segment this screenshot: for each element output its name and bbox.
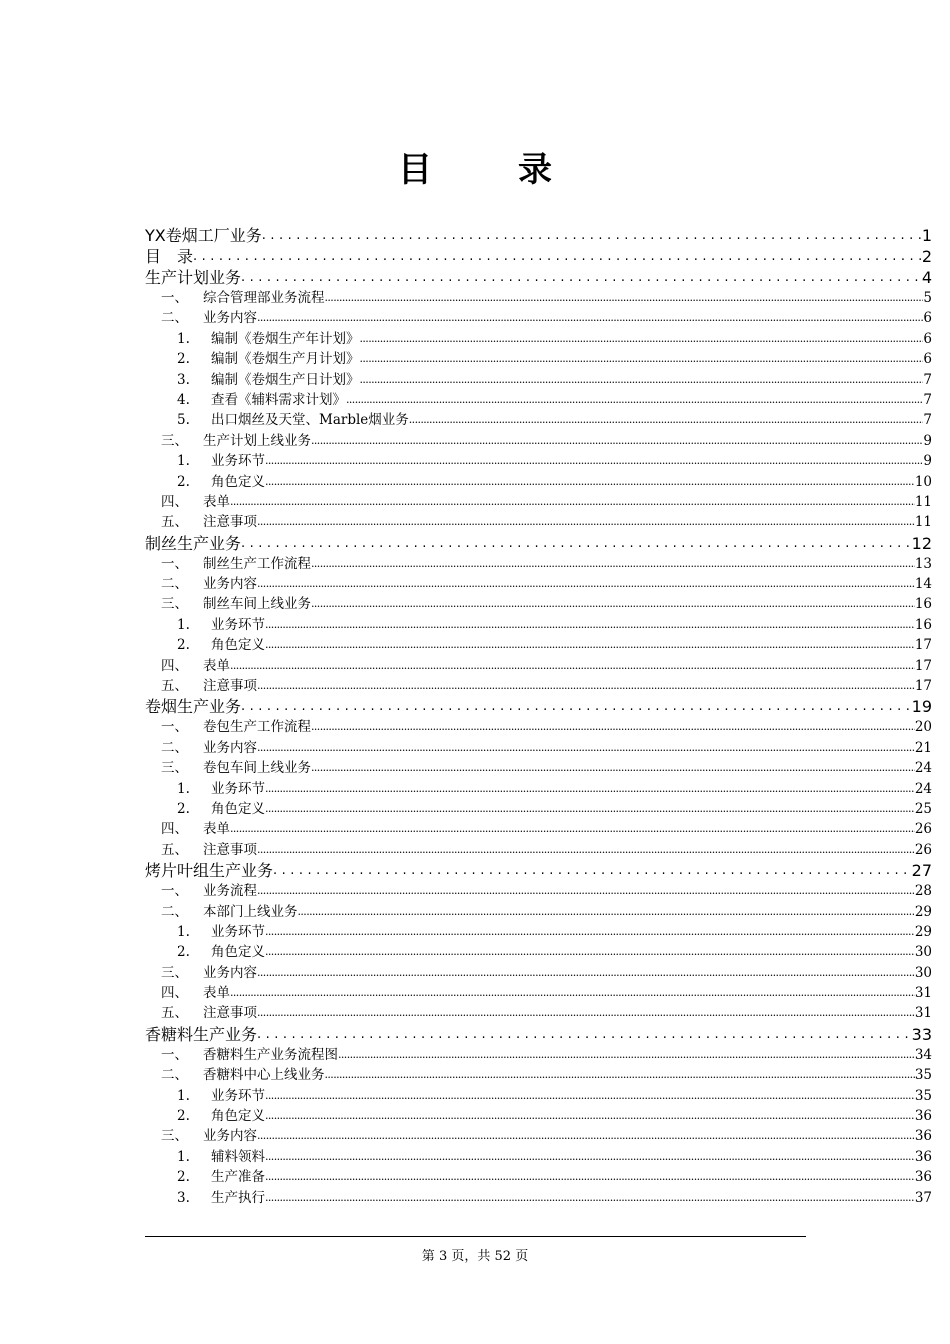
toc-entry-page-number: 7 (923, 412, 932, 429)
toc-entry-title: 卷烟生产业务 (145, 697, 242, 717)
toc-entry-title: 角色定义 (211, 944, 265, 961)
toc-dot-leader (257, 574, 915, 594)
toc-entry-page-number: 35 (914, 1067, 932, 1084)
toc-entry-page-number: 9 (923, 453, 932, 470)
toc-entry-number: 4. (177, 391, 190, 408)
toc-entry-title: 出口烟丝及天堂、Marble烟业务 (211, 412, 409, 429)
toc-entry-title: 业务内容 (203, 310, 257, 327)
toc-entry-title: 卷包车间上线业务 (203, 760, 311, 777)
toc-entry-number: 四、 (161, 657, 188, 674)
toc-entry-number: 2. (177, 1108, 190, 1125)
toc-entry-title: 注意事项 (203, 514, 257, 531)
toc-entry-level-2[interactable] (145, 308, 932, 328)
toc-dot-leader (241, 533, 912, 554)
toc-dot-leader (265, 1147, 915, 1167)
toc-entry-page-number: 12 (911, 533, 932, 553)
toc-entry-page-number: 6 (923, 310, 932, 327)
toc-entry-title: 编制《卷烟生产日计划》 (211, 371, 360, 388)
toc-entry-level-3[interactable] (145, 1167, 932, 1187)
toc-dot-leader (257, 840, 915, 860)
toc-entry-level-3[interactable] (145, 615, 932, 635)
toc-entry-title: 角色定义 (211, 637, 265, 654)
toc-dot-leader (265, 635, 915, 655)
toc-entry-number: 5. (177, 412, 190, 429)
toc-entry-number: 三、 (161, 964, 188, 981)
toc-dot-leader (265, 472, 915, 492)
toc-entry-page-number: 1 (921, 226, 932, 245)
toc-entry-level-2[interactable] (145, 1045, 932, 1065)
toc-entry-number: 二、 (161, 576, 188, 593)
toc-entry-page-number: 24 (914, 780, 932, 797)
toc-entry-title: 制丝生产工作流程 (203, 555, 311, 572)
toc-entry-page-number: 20 (914, 719, 932, 736)
toc-dot-leader (230, 656, 915, 676)
toc-dot-leader (360, 349, 924, 369)
toc-entry-number: 一、 (161, 289, 188, 306)
toc-entry-title: 生产计划上线业务 (203, 432, 311, 449)
toc-entry-title: 业务环节 (211, 780, 265, 797)
toc-entry-number: 四、 (161, 821, 188, 838)
toc-entry-title: 注意事项 (203, 841, 257, 858)
toc-entry-title: 辅料领料 (211, 1148, 265, 1165)
toc-entry-number: 1. (177, 780, 190, 797)
toc-entry-title: 生产计划业务 (145, 268, 242, 287)
toc-entry-level-1[interactable] (145, 225, 932, 246)
toc-dot-leader (273, 860, 912, 881)
toc-entry-page-number: 28 (914, 883, 932, 900)
toc-entry-number: 五、 (161, 678, 188, 695)
toc-entry-title: 角色定义 (211, 1108, 265, 1125)
footer-suffix: 页 (515, 1249, 529, 1264)
toc-entry-level-3[interactable] (145, 1086, 932, 1106)
toc-entry-title: 业务流程 (203, 883, 257, 900)
toc-dot-leader (265, 1167, 915, 1187)
toc-dot-leader (257, 1003, 915, 1023)
toc-entry-level-2[interactable] (145, 1065, 932, 1085)
toc-entry-page-number: 33 (911, 1024, 932, 1044)
toc-dot-leader (257, 1024, 912, 1045)
toc-entry-title: 烤片叶组生产业务 (145, 861, 274, 881)
toc-entry-title: 业务环节 (211, 1087, 265, 1104)
toc-entry-title: 表单 (203, 821, 230, 838)
toc-dot-leader (265, 1106, 915, 1126)
toc-entry-level-2[interactable] (145, 1004, 932, 1024)
toc-entry-level-1[interactable] (145, 860, 932, 881)
toc-dot-leader (311, 554, 915, 574)
toc-entry-number: 五、 (161, 841, 188, 858)
toc-entry-title: YX卷烟工厂业务 (145, 226, 262, 245)
toc-entry-page-number: 13 (914, 555, 932, 572)
toc-entry-page-number: 30 (914, 964, 932, 981)
toc-entry-page-number: 29 (914, 903, 932, 920)
toc-entry-page-number: 35 (914, 1087, 932, 1104)
toc-entry-page-number: 36 (914, 1128, 932, 1145)
toc-dot-leader (265, 1188, 915, 1208)
toc-entry-number: 2. (177, 351, 190, 368)
toc-entry-title: 香糖料生产业务流程图 (203, 1046, 338, 1063)
toc-entry-page-number: 36 (914, 1108, 932, 1125)
toc-entry-page-number: 16 (914, 596, 932, 613)
toc-entry-title: 生产准备 (211, 1169, 265, 1186)
toc-dot-leader (257, 881, 915, 901)
toc-dot-leader (257, 963, 915, 983)
toc-entry-page-number: 5 (923, 289, 932, 306)
toc-entry-level-3[interactable] (145, 799, 932, 819)
toc-entry-page-number: 2 (921, 247, 932, 266)
table-of-contents (145, 225, 932, 1208)
toc-entry-number: 一、 (161, 1046, 188, 1063)
toc-dot-leader (230, 983, 915, 1003)
toc-entry-page-number: 19 (911, 697, 932, 717)
toc-entry-level-2[interactable] (145, 983, 932, 1003)
toc-entry-page-number: 17 (914, 637, 932, 654)
toc-dot-leader (265, 779, 915, 799)
toc-entry-level-2[interactable] (145, 902, 932, 922)
toc-entry-number: 3. (177, 1189, 190, 1206)
toc-entry-page-number: 17 (914, 678, 932, 695)
toc-entry-number: 三、 (161, 1128, 188, 1145)
toc-entry-level-1[interactable] (145, 1024, 932, 1045)
toc-entry-level-1[interactable] (145, 533, 932, 554)
toc-entry-level-2[interactable] (145, 512, 932, 532)
toc-entry-level-2[interactable] (145, 738, 932, 758)
toc-entry-page-number: 36 (914, 1169, 932, 1186)
toc-entry-page-number: 6 (923, 330, 932, 347)
toc-dot-leader (193, 246, 922, 267)
toc-entry-page-number: 31 (914, 985, 932, 1002)
toc-dot-leader (325, 288, 924, 308)
toc-entry-page-number: 7 (923, 391, 932, 408)
toc-entry-level-2[interactable] (145, 288, 932, 308)
toc-entry-number: 1. (177, 330, 190, 347)
toc-dot-leader (338, 1045, 915, 1065)
toc-entry-title: 表单 (203, 657, 230, 674)
toc-entry-level-3[interactable] (145, 349, 932, 369)
toc-dot-leader (360, 329, 924, 349)
toc-entry-number: 三、 (161, 596, 188, 613)
toc-entry-number: 1. (177, 923, 190, 940)
toc-entry-page-number: 27 (911, 861, 932, 881)
toc-entry-title: 生产执行 (211, 1189, 265, 1206)
toc-entry-title: 编制《卷烟生产月计划》 (211, 351, 360, 368)
page-title: 目 录 (398, 150, 578, 190)
toc-entry-page-number: 7 (923, 371, 932, 388)
toc-entry-level-3[interactable] (145, 451, 932, 471)
toc-dot-leader (257, 738, 915, 758)
toc-entry-number: 一、 (161, 719, 188, 736)
toc-entry-level-2[interactable] (145, 594, 932, 614)
toc-entry-title: 业务内容 (203, 739, 257, 756)
toc-dot-leader (257, 512, 915, 532)
toc-entry-title: 卷包生产工作流程 (203, 719, 311, 736)
toc-entry-page-number: 17 (914, 657, 932, 674)
toc-entry-page-number: 37 (914, 1189, 932, 1206)
toc-entry-title: 业务内容 (203, 576, 257, 593)
toc-entry-page-number: 36 (914, 1148, 932, 1165)
toc-dot-leader (311, 717, 915, 737)
toc-dot-leader (265, 615, 915, 635)
toc-dot-leader (241, 267, 922, 288)
toc-entry-number: 四、 (161, 493, 188, 510)
toc-entry-number: 二、 (161, 903, 188, 920)
toc-entry-title: 角色定义 (211, 473, 265, 490)
toc-entry-page-number: 25 (914, 800, 932, 817)
toc-entry-level-2[interactable] (145, 758, 932, 778)
toc-dot-leader (265, 922, 915, 942)
toc-dot-leader (311, 431, 923, 451)
toc-entry-number: 五、 (161, 1005, 188, 1022)
toc-entry-number: 二、 (161, 739, 188, 756)
toc-entry-level-2[interactable] (145, 574, 932, 594)
toc-entry-page-number: 24 (914, 760, 932, 777)
toc-dot-leader (346, 390, 923, 410)
toc-entry-title: 业务环节 (211, 923, 265, 940)
toc-entry-page-number: 26 (914, 841, 932, 858)
toc-entry-title: 香糖料生产业务 (145, 1024, 258, 1044)
footer-prefix: 第 (421, 1249, 435, 1264)
toc-entry-number: 2. (177, 637, 190, 654)
toc-entry-title: 业务内容 (203, 1128, 257, 1145)
toc-entry-page-number: 21 (914, 739, 932, 756)
toc-entry-page-number: 11 (914, 493, 932, 510)
toc-entry-number: 一、 (161, 883, 188, 900)
toc-entry-number: 二、 (161, 1067, 188, 1084)
toc-entry-level-3[interactable] (145, 779, 932, 799)
toc-entry-page-number: 10 (914, 473, 932, 490)
toc-entry-level-2[interactable] (145, 656, 932, 676)
toc-entry-page-number: 16 (914, 616, 932, 633)
toc-entry-title: 业务内容 (203, 964, 257, 981)
toc-entry-level-3[interactable] (145, 1188, 932, 1208)
toc-entry-title: 制丝生产业务 (145, 533, 242, 553)
toc-entry-level-2[interactable] (145, 431, 932, 451)
toc-entry-level-2[interactable] (145, 819, 932, 839)
toc-entry-level-2[interactable] (145, 492, 932, 512)
toc-entry-number: 1. (177, 616, 190, 633)
toc-entry-level-1[interactable] (145, 696, 932, 717)
toc-entry-level-3[interactable] (145, 942, 932, 962)
toc-dot-leader (241, 696, 912, 717)
toc-dot-leader (311, 758, 915, 778)
toc-entry-level-3[interactable] (145, 472, 932, 492)
toc-entry-page-number: 4 (921, 268, 932, 287)
toc-dot-leader (257, 308, 923, 328)
toc-entry-title: 业务环节 (211, 453, 265, 470)
toc-entry-level-2[interactable] (145, 554, 932, 574)
page-footer (0, 1248, 950, 1266)
toc-entry-number: 五、 (161, 514, 188, 531)
toc-entry-page-number: 14 (914, 576, 932, 593)
toc-entry-page-number: 26 (914, 821, 932, 838)
toc-dot-leader (265, 1086, 915, 1106)
toc-entry-number: 四、 (161, 985, 188, 1002)
toc-entry-page-number: 6 (923, 351, 932, 368)
toc-entry-title: 目 录 (145, 247, 194, 266)
toc-entry-number: 1. (177, 1148, 190, 1165)
toc-dot-leader (265, 451, 923, 471)
toc-dot-leader (298, 902, 915, 922)
toc-entry-title: 综合管理部业务流程 (203, 289, 325, 306)
footer-page-number: 3 (438, 1249, 448, 1264)
toc-entry-level-1[interactable] (145, 267, 932, 288)
toc-entry-level-2[interactable] (145, 676, 932, 696)
toc-entry-title: 表单 (203, 985, 230, 1002)
toc-entry-number: 三、 (161, 432, 188, 449)
toc-entry-page-number: 31 (914, 1005, 932, 1022)
toc-entry-level-2[interactable] (145, 881, 932, 901)
footer-mid: 页，共 (451, 1249, 491, 1264)
toc-entry-level-3[interactable] (145, 635, 932, 655)
toc-dot-leader (257, 676, 915, 696)
toc-entry-number: 三、 (161, 760, 188, 777)
toc-entry-level-3[interactable] (145, 1106, 932, 1126)
toc-dot-leader (230, 492, 915, 512)
toc-entry-title: 制丝车间上线业务 (203, 596, 311, 613)
toc-dot-leader (325, 1065, 915, 1085)
toc-entry-page-number: 34 (914, 1046, 932, 1063)
toc-entry-number: 2. (177, 800, 190, 817)
toc-dot-leader (265, 942, 915, 962)
toc-dot-leader (262, 225, 922, 246)
toc-entry-number: 3. (177, 371, 190, 388)
toc-entry-number: 2. (177, 473, 190, 490)
toc-entry-page-number: 29 (914, 923, 932, 940)
toc-entry-number: 1. (177, 1087, 190, 1104)
toc-dot-leader (360, 370, 924, 390)
toc-entry-level-2[interactable] (145, 717, 932, 737)
toc-entry-level-2[interactable] (145, 963, 932, 983)
toc-entry-title: 本部门上线业务 (203, 903, 298, 920)
toc-dot-leader (311, 594, 915, 614)
toc-entry-title: 香糖料中心上线业务 (203, 1067, 325, 1084)
toc-entry-level-3[interactable] (145, 922, 932, 942)
toc-entry-number: 一、 (161, 555, 188, 572)
toc-entry-title: 注意事项 (203, 678, 257, 695)
toc-entry-number: 2. (177, 944, 190, 961)
toc-dot-leader (409, 410, 924, 430)
toc-entry-level-3[interactable] (145, 390, 932, 410)
footer-divider (145, 1236, 806, 1237)
toc-dot-leader (257, 1126, 915, 1146)
toc-entry-title: 编制《卷烟生产年计划》 (211, 330, 360, 347)
toc-entry-number: 二、 (161, 310, 188, 327)
toc-entry-number: 1. (177, 453, 190, 470)
toc-entry-level-3[interactable] (145, 370, 932, 390)
toc-entry-number: 2. (177, 1169, 190, 1186)
toc-entry-page-number: 9 (923, 432, 932, 449)
toc-entry-level-2[interactable] (145, 840, 932, 860)
toc-entry-level-1[interactable] (145, 246, 932, 267)
toc-dot-leader (265, 799, 915, 819)
toc-entry-title: 注意事项 (203, 1005, 257, 1022)
toc-entry-title: 角色定义 (211, 800, 265, 817)
toc-entry-page-number: 30 (914, 944, 932, 961)
toc-entry-page-number: 11 (914, 514, 932, 531)
toc-entry-level-3[interactable] (145, 1147, 932, 1167)
toc-entry-level-2[interactable] (145, 1126, 932, 1146)
toc-entry-level-3[interactable] (145, 410, 932, 430)
toc-entry-level-3[interactable] (145, 329, 932, 349)
toc-entry-title: 表单 (203, 493, 230, 510)
toc-entry-title: 业务环节 (211, 616, 265, 633)
toc-entry-title: 查看《辅料需求计划》 (211, 391, 346, 408)
toc-dot-leader (230, 819, 915, 839)
footer-total-pages: 52 (494, 1249, 512, 1264)
